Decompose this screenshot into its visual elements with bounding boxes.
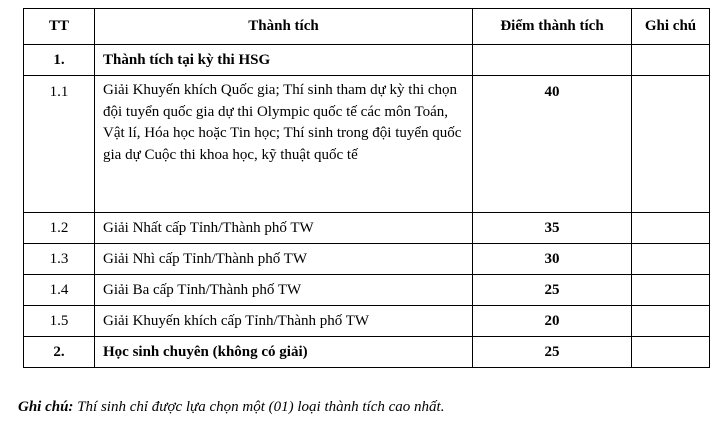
row-points: 20 xyxy=(473,306,632,337)
row-tt: 1. xyxy=(24,45,95,76)
row-points: 25 xyxy=(473,337,632,368)
header-achievement: Thành tích xyxy=(95,9,473,45)
footnote-label: Ghi chú: xyxy=(18,399,74,415)
table-row xyxy=(24,306,710,337)
row-notes xyxy=(632,244,710,275)
row-achievement: Giải Nhất cấp Tỉnh/Thành phố TW xyxy=(95,213,473,244)
row-tt: 1.3 xyxy=(24,244,95,275)
table-row xyxy=(24,213,710,244)
row-achievement: Giải Khuyến khích Quốc gia; Thí sinh tham dự kỳ thi chọn đội tuyển quốc gia dự thi Olympic quốc tế các môn Toán, Vật lí, Hóa học hoặc Tin học; Thí sinh trong đội tuyển quốc gia dự Cuộc thi khoa học, kỹ thuật quốc tế xyxy=(95,76,473,213)
header-points: Điểm thành tích xyxy=(473,9,632,45)
row-tt: 2. xyxy=(24,337,95,368)
row-achievement: Giải Khuyến khích cấp Tỉnh/Thành phố TW xyxy=(95,306,473,337)
row-notes xyxy=(632,337,710,368)
table-row xyxy=(24,76,710,213)
row-achievement: Học sinh chuyên (không có giải) xyxy=(95,337,473,368)
row-notes xyxy=(632,213,710,244)
row-notes xyxy=(632,76,710,213)
row-points: 40 xyxy=(473,76,632,213)
table-row xyxy=(24,244,710,275)
footnote-text: Thí sinh chỉ được lựa chọn một (01) loại thành tích cao nhất. xyxy=(73,399,445,415)
row-tt: 1.2 xyxy=(24,213,95,244)
row-points xyxy=(473,45,632,76)
row-achievement: Thành tích tại kỳ thi HSG xyxy=(95,45,473,76)
table-row xyxy=(24,337,710,368)
row-notes xyxy=(632,45,710,76)
row-achievement: Giải Ba cấp Tỉnh/Thành phố TW xyxy=(95,275,473,306)
row-achievement: Giải Nhì cấp Tỉnh/Thành phố TW xyxy=(95,244,473,275)
header-notes: Ghi chú xyxy=(632,9,710,45)
row-tt: 1.4 xyxy=(24,275,95,306)
row-tt: 1.1 xyxy=(24,76,95,213)
achievement-score-table xyxy=(23,8,710,368)
row-notes xyxy=(632,306,710,337)
footnote xyxy=(18,399,444,416)
table-header-row xyxy=(24,9,710,45)
header-tt: TT xyxy=(24,9,95,45)
row-tt: 1.5 xyxy=(24,306,95,337)
row-points: 25 xyxy=(473,275,632,306)
row-points: 35 xyxy=(473,213,632,244)
row-points: 30 xyxy=(473,244,632,275)
table-row xyxy=(24,275,710,306)
row-notes xyxy=(632,275,710,306)
table-row xyxy=(24,45,710,76)
